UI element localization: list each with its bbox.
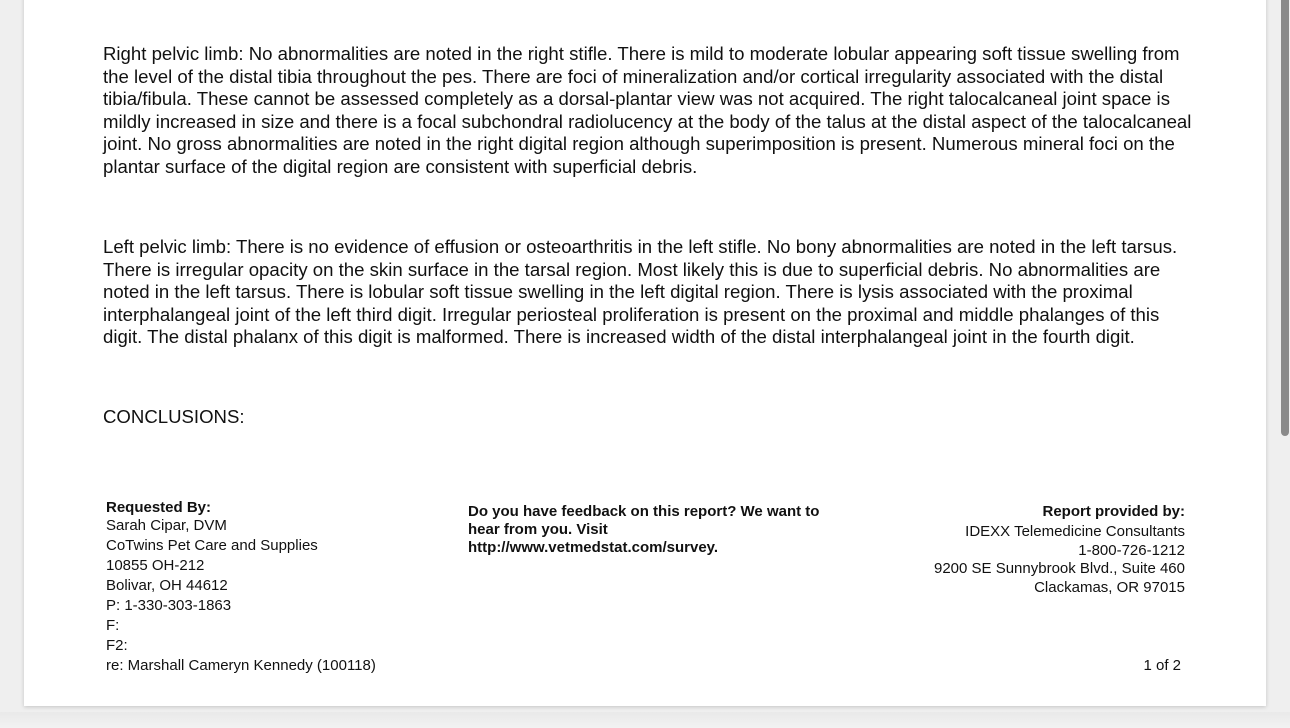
cut-off-text-line [103, 0, 1193, 7]
feedback-line-2: hear from you. Visit [468, 521, 608, 538]
page-gap [0, 712, 1290, 728]
patient-reference: re: Marshall Cameryn Kennedy (100118) [106, 657, 376, 674]
provider-name: IDEXX Telemedicine Consultants [965, 523, 1185, 540]
vertical-scrollbar[interactable] [1270, 0, 1290, 712]
clinic-city: Bolivar, OH 44612 [106, 577, 228, 594]
requested-by-heading: Requested By: [106, 499, 212, 516]
clinic-name: CoTwins Pet Care and Supplies [106, 537, 318, 554]
vet-name: Sarah Cipar, DVM [106, 517, 227, 534]
survey-link[interactable]: http://www.vetmedstat.com/survey. [468, 539, 719, 556]
provider-street: 9200 SE Sunnybrook Blvd., Suite 460 [933, 560, 1185, 578]
clinic-street: 10855 OH-212 [106, 557, 205, 574]
right-pelvic-limb-paragraph: Right pelvic limb: No abnormalities are noted in the right stifle. There is mild to moderate lobular appearing soft tissue swelling from the level of the distal tibia throughout the pes. There are foci of mineralization and/or cortical irregularity associated with the distal tibia/fibula. These cannot be assessed completely as a dorsal-plantar view was not acquired. The right talocalcaneal joint space is mildly increased in size and there is a focal subchondral radiolucency at the body of the talus at the distal aspect of the talocalcaneal joint. No gross abnormalities are noted in the right digital region although superimposition is present. Numerous mineral foci on the plantar surface of the digital region are consistent with superficial debris. [103, 43, 1192, 177]
clinic-fax2: F2: [106, 637, 128, 654]
requested-by-block [106, 500, 426, 676]
provider-city: Clackamas, OR 97015 [1034, 578, 1185, 596]
left-pelvic-limb-paragraph: Left pelvic limb: There is no evidence of effusion or osteoarthritis in the left stifle. No bony abnormalities are noted in the left tarsus. There is irregular opacity on the skin surface in the tarsal region. Most likely this is due to superficial debris. No abnormalities are noted in the left tarsus. There is lobular soft tissue swelling in the left digital region. There is lysis associated with the proximal interphalangeal joint of the left third digit. Irregular periosteal proliferation is present on the proximal and middle phalanges of this digit. The distal phalanx of this digit is malformed. There is increased width of the distal interphalangeal joint in the fourth digit. [103, 236, 1178, 348]
conclusions-heading: CONCLUSIONS: [103, 406, 245, 427]
feedback-line-1: Do you have feedback on this report? We want to [468, 503, 820, 520]
report-provider-block [885, 502, 1185, 597]
clinic-fax: F: [106, 617, 120, 634]
provider-phone: 1-800-726-1212 [1078, 541, 1185, 559]
clinic-phone: P: 1-330-303-1863 [106, 597, 232, 614]
provider-heading: Report provided by: [1042, 503, 1185, 520]
page-number: 1 of 2 [1143, 657, 1181, 674]
feedback-block [468, 503, 863, 557]
scrollbar-thumb[interactable] [1281, 0, 1289, 436]
report-page [24, 0, 1266, 706]
